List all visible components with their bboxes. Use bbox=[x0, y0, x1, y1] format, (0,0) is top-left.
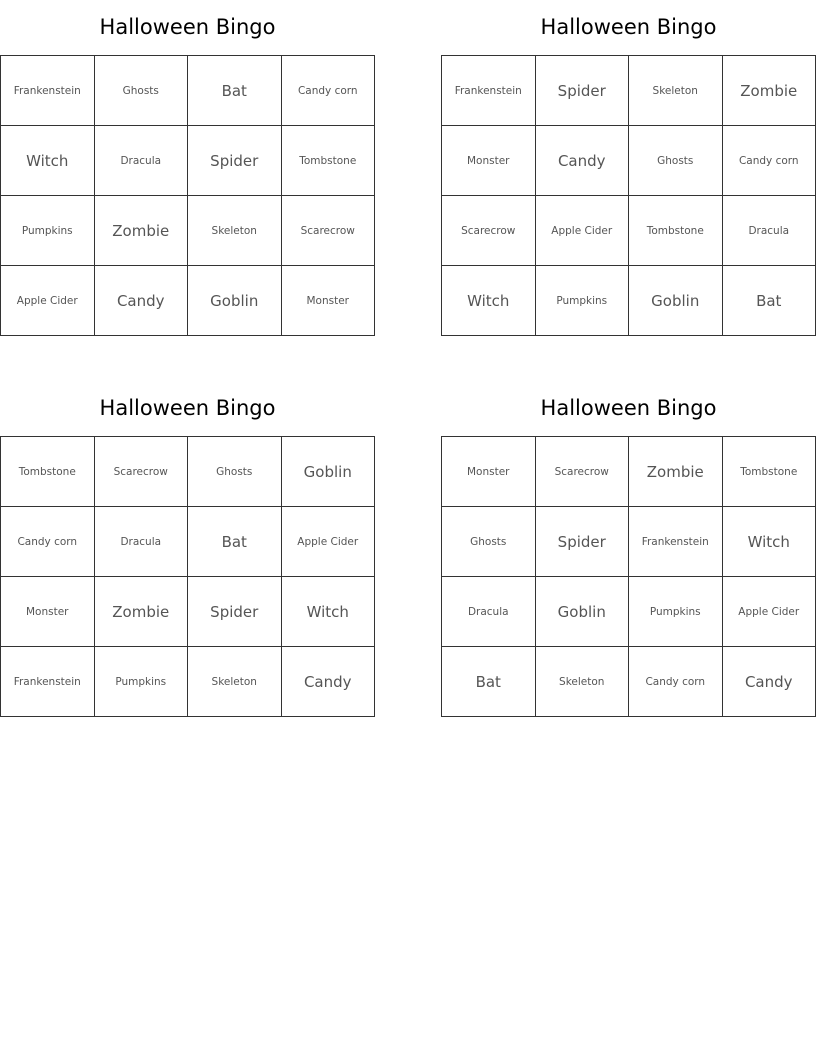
bingo-cell: Witch bbox=[442, 266, 536, 336]
bingo-cell: Dracula bbox=[723, 196, 816, 266]
bingo-cell: Ghosts bbox=[629, 126, 723, 196]
bingo-cell: Frankenstein bbox=[1, 647, 95, 717]
bingo-cell: Dracula bbox=[95, 126, 189, 196]
bingo-cell: Monster bbox=[442, 437, 536, 507]
bingo-cell: Candy corn bbox=[629, 647, 723, 717]
bingo-cell: Frankenstein bbox=[1, 56, 95, 126]
bingo-cell: Goblin bbox=[282, 437, 376, 507]
bingo-cell: Dracula bbox=[95, 507, 189, 577]
bingo-cell: Ghosts bbox=[95, 56, 189, 126]
bingo-cell: Scarecrow bbox=[536, 437, 630, 507]
bingo-cell: Goblin bbox=[629, 266, 723, 336]
bingo-cell: Monster bbox=[282, 266, 376, 336]
bingo-cell: Skeleton bbox=[188, 196, 282, 266]
bingo-cell: Tombstone bbox=[1, 437, 95, 507]
bingo-cell: Candy bbox=[723, 647, 816, 717]
bingo-cell: Candy bbox=[536, 126, 630, 196]
bingo-cell: Tombstone bbox=[723, 437, 816, 507]
bingo-cell: Skeleton bbox=[629, 56, 723, 126]
bingo-cell: Witch bbox=[282, 577, 376, 647]
bingo-cell: Goblin bbox=[188, 266, 282, 336]
bingo-cell: Zombie bbox=[95, 577, 189, 647]
bingo-cell: Apple Cider bbox=[536, 196, 630, 266]
bingo-cell: Scarecrow bbox=[95, 437, 189, 507]
bingo-cell: Scarecrow bbox=[442, 196, 536, 266]
bingo-cell: Spider bbox=[188, 126, 282, 196]
bingo-cell: Candy corn bbox=[282, 56, 376, 126]
bingo-card bbox=[441, 381, 816, 717]
bingo-cell: Apple Cider bbox=[723, 577, 816, 647]
card-title: Halloween Bingo bbox=[99, 396, 276, 420]
bingo-grid bbox=[441, 55, 816, 336]
bingo-cell: Zombie bbox=[723, 56, 816, 126]
bingo-cell: Ghosts bbox=[188, 437, 282, 507]
bingo-cell: Frankenstein bbox=[442, 56, 536, 126]
bingo-cell: Apple Cider bbox=[1, 266, 95, 336]
bingo-cell: Witch bbox=[723, 507, 816, 577]
card-title: Halloween Bingo bbox=[540, 15, 717, 39]
bingo-cell: Zombie bbox=[629, 437, 723, 507]
bingo-grid bbox=[0, 436, 375, 717]
bingo-grid bbox=[0, 55, 375, 336]
bingo-cell: Dracula bbox=[442, 577, 536, 647]
bingo-cell: Pumpkins bbox=[95, 647, 189, 717]
bingo-cell: Bat bbox=[442, 647, 536, 717]
bingo-cell: Scarecrow bbox=[282, 196, 376, 266]
bingo-cell: Spider bbox=[536, 56, 630, 126]
bingo-cell: Goblin bbox=[536, 577, 630, 647]
bingo-cell: Candy bbox=[95, 266, 189, 336]
card-title: Halloween Bingo bbox=[99, 15, 276, 39]
bingo-cell: Bat bbox=[188, 56, 282, 126]
bingo-cell: Frankenstein bbox=[629, 507, 723, 577]
bingo-cell: Zombie bbox=[95, 196, 189, 266]
bingo-cell: Skeleton bbox=[188, 647, 282, 717]
bingo-card bbox=[441, 0, 816, 336]
bingo-cell: Candy bbox=[282, 647, 376, 717]
bingo-cell: Tombstone bbox=[629, 196, 723, 266]
bingo-cell: Pumpkins bbox=[629, 577, 723, 647]
bingo-cell: Bat bbox=[188, 507, 282, 577]
bingo-cell: Candy corn bbox=[1, 507, 95, 577]
bingo-cell: Witch bbox=[1, 126, 95, 196]
card-title: Halloween Bingo bbox=[540, 396, 717, 420]
bingo-cell: Candy corn bbox=[723, 126, 816, 196]
bingo-cell: Spider bbox=[536, 507, 630, 577]
bingo-cell: Apple Cider bbox=[282, 507, 376, 577]
bingo-cell: Skeleton bbox=[536, 647, 630, 717]
bingo-card bbox=[0, 0, 375, 336]
bingo-cell: Bat bbox=[723, 266, 816, 336]
bingo-cell: Ghosts bbox=[442, 507, 536, 577]
bingo-grid bbox=[441, 436, 816, 717]
bingo-card bbox=[0, 381, 375, 717]
bingo-cell: Monster bbox=[1, 577, 95, 647]
bingo-cell: Pumpkins bbox=[1, 196, 95, 266]
bingo-cell: Tombstone bbox=[282, 126, 376, 196]
bingo-cell: Spider bbox=[188, 577, 282, 647]
bingo-cell: Monster bbox=[442, 126, 536, 196]
bingo-cell: Pumpkins bbox=[536, 266, 630, 336]
